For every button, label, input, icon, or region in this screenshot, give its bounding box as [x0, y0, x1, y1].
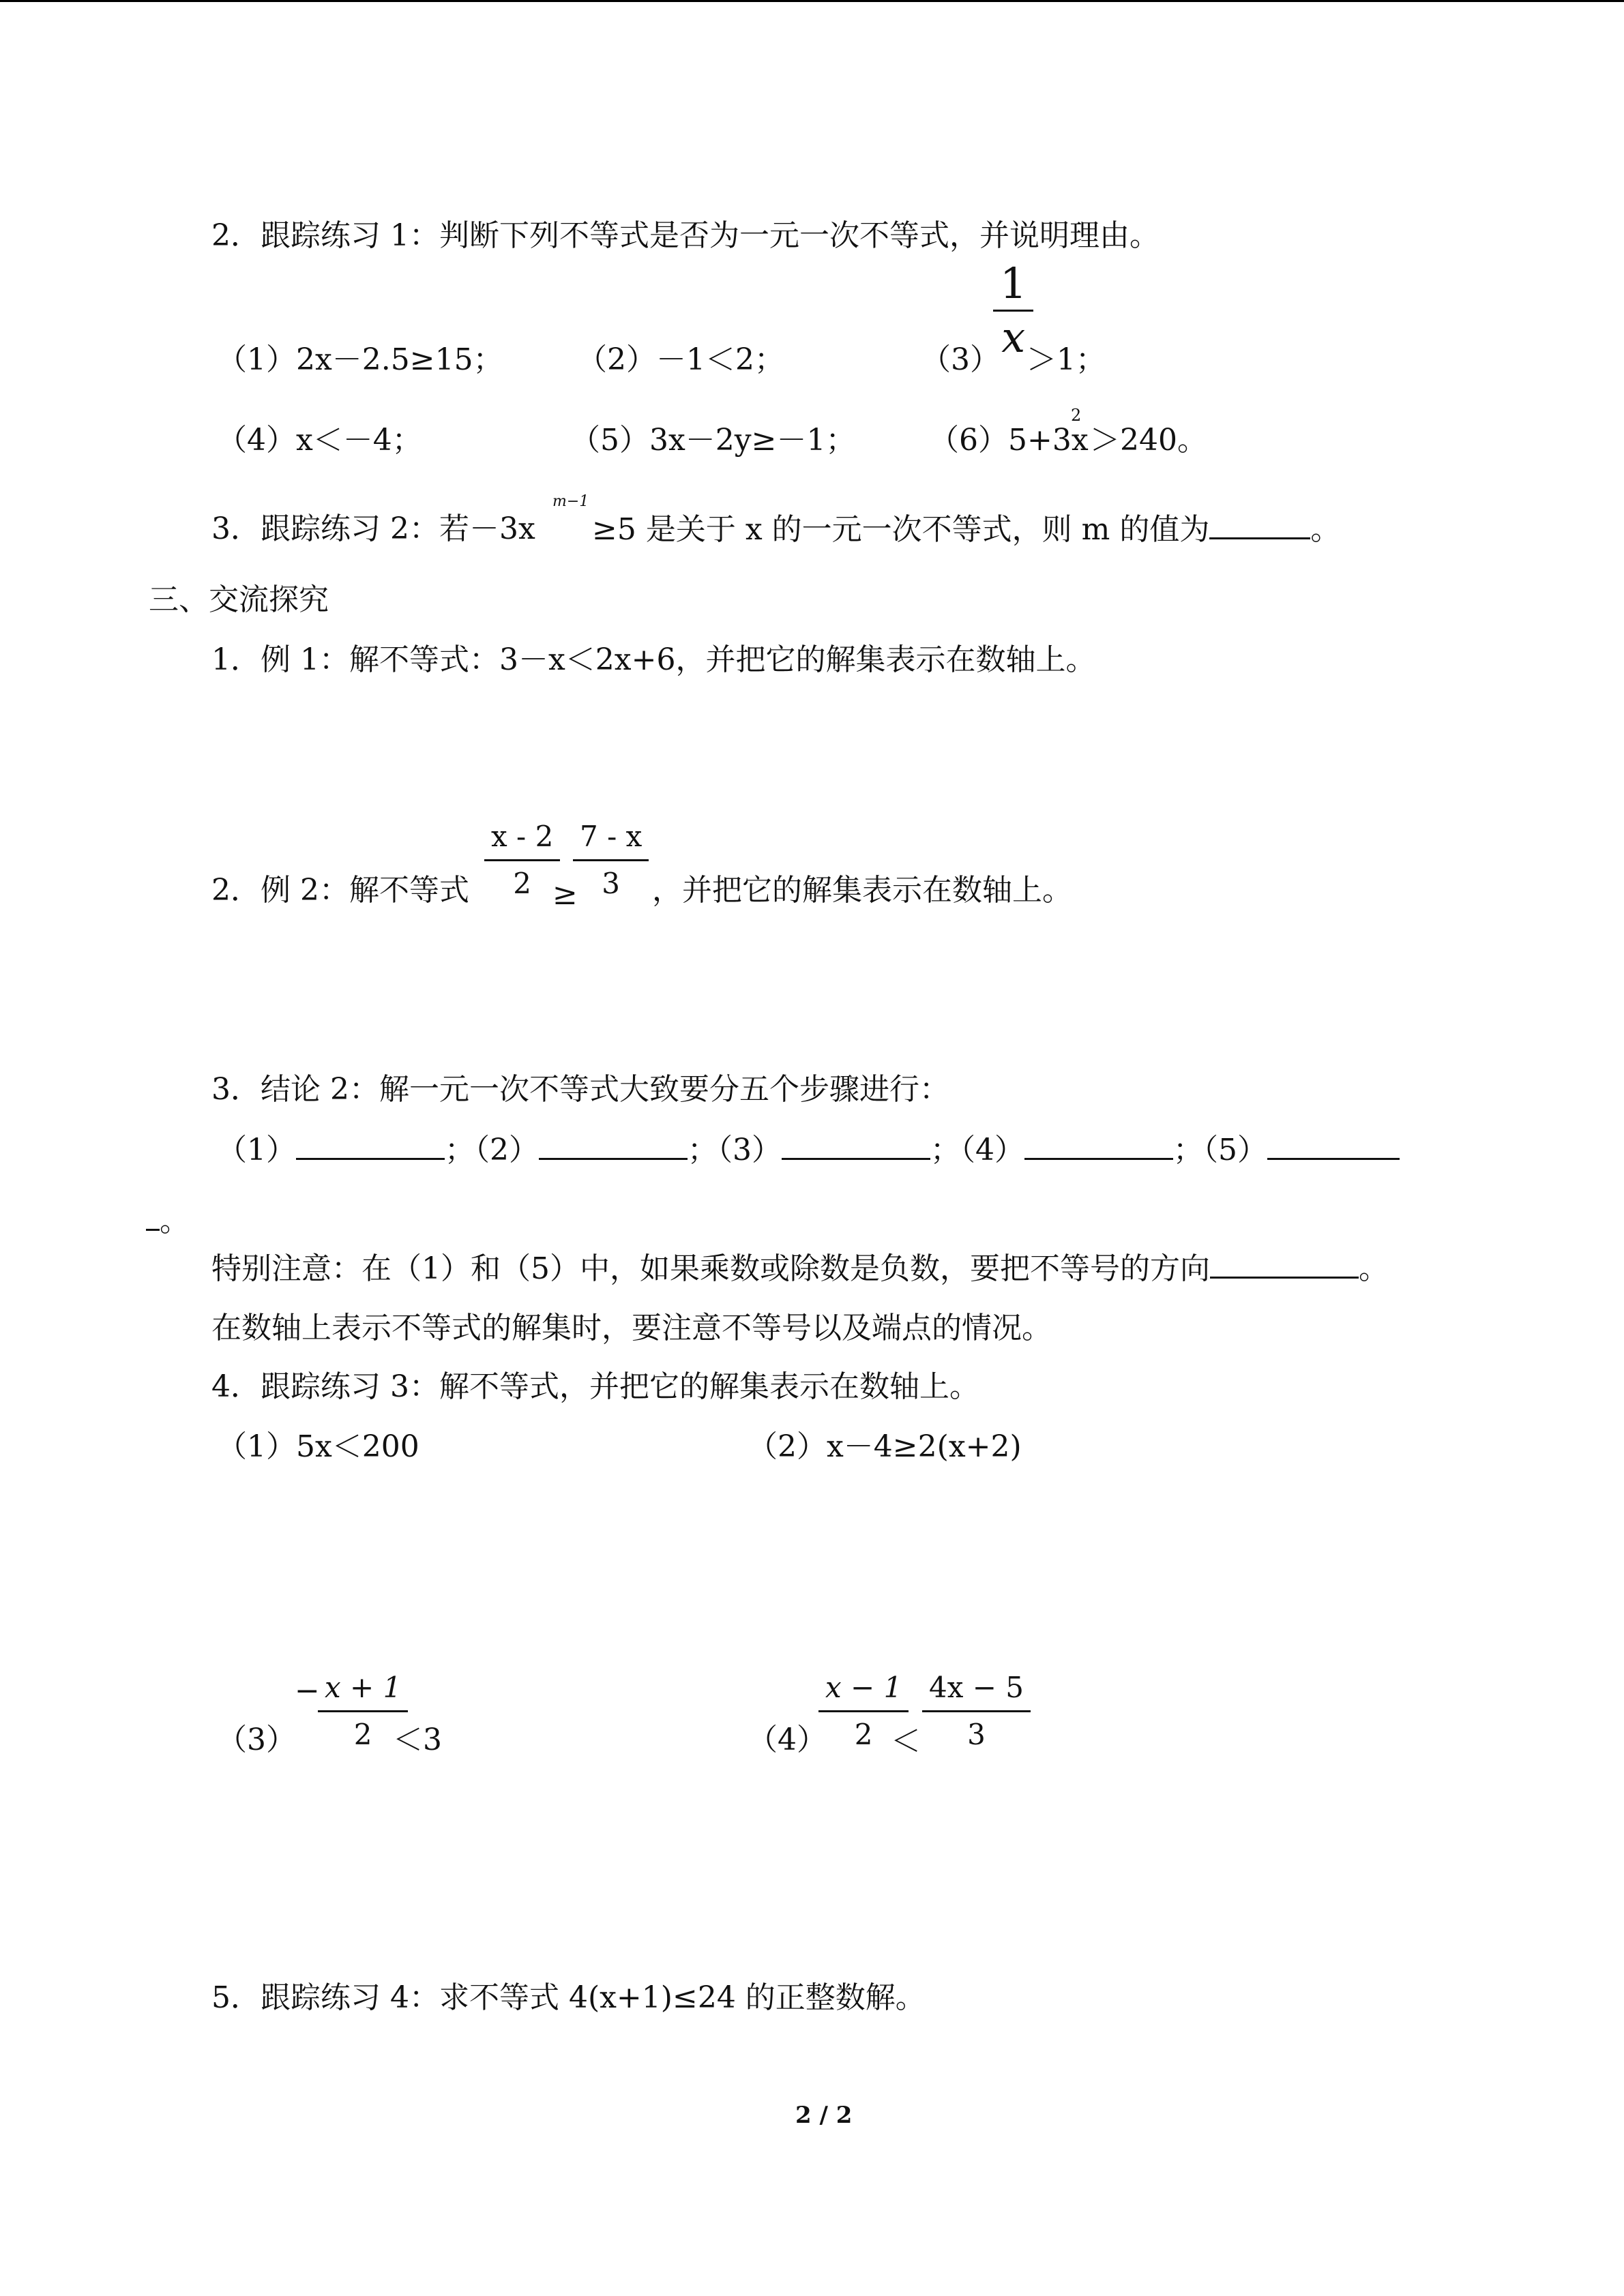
fraction-numerator [922, 1669, 1031, 1710]
fraction-denominator: 3 [967, 1718, 986, 1751]
conclusion-title: 3．结论 2：解一元一次不等式大致要分五个步骤进行： [211, 1072, 949, 1107]
q4-part-4-fraction-2 [922, 1669, 1031, 1753]
q2-item-6-suffix: ＞240。 [1090, 423, 1207, 458]
q4-part-4-operator: ＜ [891, 1724, 921, 1759]
note-2: 在数轴上表示不等式的解集时，要注意不等号以及端点的情况。 [211, 1311, 1052, 1345]
q4-part-3-suffix: ＜3 [393, 1723, 442, 1757]
q2-title: 2．跟踪练习 1：判断下列不等式是否为一元一次不等式，并说明理由。 [211, 218, 1160, 253]
step-2-label: ；（2） [445, 1133, 539, 1167]
conclusion-steps [217, 1131, 1400, 1169]
note-1 [211, 1249, 1389, 1288]
fraction-denominator: x [1001, 312, 1026, 362]
top-border [0, 0, 1624, 2]
example-2-suffix: ，并把它的解集表示在数轴上。 [652, 873, 1072, 908]
step-3-blank[interactable] [782, 1131, 930, 1160]
fraction-numerator: 7 - x [580, 820, 643, 853]
example-2-fraction-2 [573, 818, 649, 902]
q2-item-3-prefix: （3） [921, 342, 1000, 377]
fraction-denominator: 2 [353, 1718, 372, 1751]
steps-end-mark: 。 [160, 1204, 190, 1238]
q2-item-2: （2）－1＜2； [577, 342, 784, 377]
q2-item-6-exponent: 2 [1071, 406, 1082, 425]
q3-answer-line [592, 510, 1340, 549]
q3-blank[interactable] [1209, 510, 1310, 539]
step-5-blank-continued[interactable] [146, 1202, 160, 1231]
note-1-text: 特别注意：在（1）和（5）中，如果乘数或除数是负数，要把不等号的方向 [211, 1251, 1210, 1286]
step-3-label: ；（3） [688, 1133, 782, 1167]
q3-exponent: m−1 [552, 493, 589, 510]
q3-end: 。 [1310, 512, 1341, 547]
q4-title: 4．跟踪练习 3：解不等式，并把它的解集表示在数轴上。 [211, 1369, 979, 1404]
q4-part-4-prefix: （4） [748, 1723, 827, 1757]
fraction-numerator: 1 [1000, 258, 1027, 308]
step-4-blank[interactable] [1024, 1131, 1173, 1160]
step-2-blank[interactable] [539, 1131, 688, 1160]
q4-part-2: （2）x－4≥2(x+2) [748, 1429, 1022, 1464]
q4-part-3-minus: − [295, 1673, 320, 1708]
q4-part-3-prefix: （3） [217, 1723, 296, 1757]
example-2-fraction-1 [484, 818, 560, 902]
fraction-numerator: x - 2 [491, 820, 554, 853]
fraction-denominator: 2 [854, 1718, 873, 1751]
example-2-prefix: 2．例 2：解不等式 [211, 873, 469, 908]
numerator-text: 4x − 5 [929, 1671, 1024, 1704]
example-2-operator: ≥ [552, 877, 578, 912]
step-1-blank[interactable] [296, 1131, 445, 1160]
q2-item-4: （4）x＜－4； [217, 423, 422, 458]
note-1-blank[interactable] [1210, 1249, 1359, 1279]
fraction-numerator: x + 1 [325, 1671, 402, 1704]
q2-item-5: （5）3x－2y≥－1； [570, 423, 856, 458]
step-5-label: ；（5） [1173, 1133, 1267, 1167]
fraction-denominator: 2 [513, 867, 532, 900]
q3-prefix: 3．跟踪练习 2：若－3x [211, 511, 535, 546]
example-1: 1．例 1：解不等式：3－x＜2x+6，并把它的解集表示在数轴上。 [211, 642, 1096, 677]
step-4-label: ；（4） [930, 1133, 1024, 1167]
fraction-numerator: x − 1 [825, 1671, 902, 1704]
q2-item-3-suffix: ＞1； [1027, 342, 1106, 377]
step-1-label: （1） [217, 1133, 296, 1167]
page-number: 2 / 2 [795, 2102, 853, 2129]
step-5-blank[interactable] [1267, 1131, 1400, 1160]
section-heading: 三、交流探究 [149, 582, 329, 617]
q3-suffix: ≥5 是关于 x 的一元一次不等式，则 m 的值为 [592, 512, 1210, 547]
conclusion-steps-end [146, 1202, 190, 1240]
q5: 5．跟踪练习 4：求不等式 4(x+1)≤24 的正整数解。 [211, 1980, 926, 2015]
fraction-denominator: 3 [602, 867, 621, 900]
q4-part-1: （1）5x＜200 [217, 1429, 419, 1464]
note-1-end: 。 [1359, 1251, 1389, 1286]
q2-item-1: （1）2x－2.5≥15； [217, 342, 503, 377]
q2-item-6-prefix: （6）5+3x [929, 423, 1089, 458]
